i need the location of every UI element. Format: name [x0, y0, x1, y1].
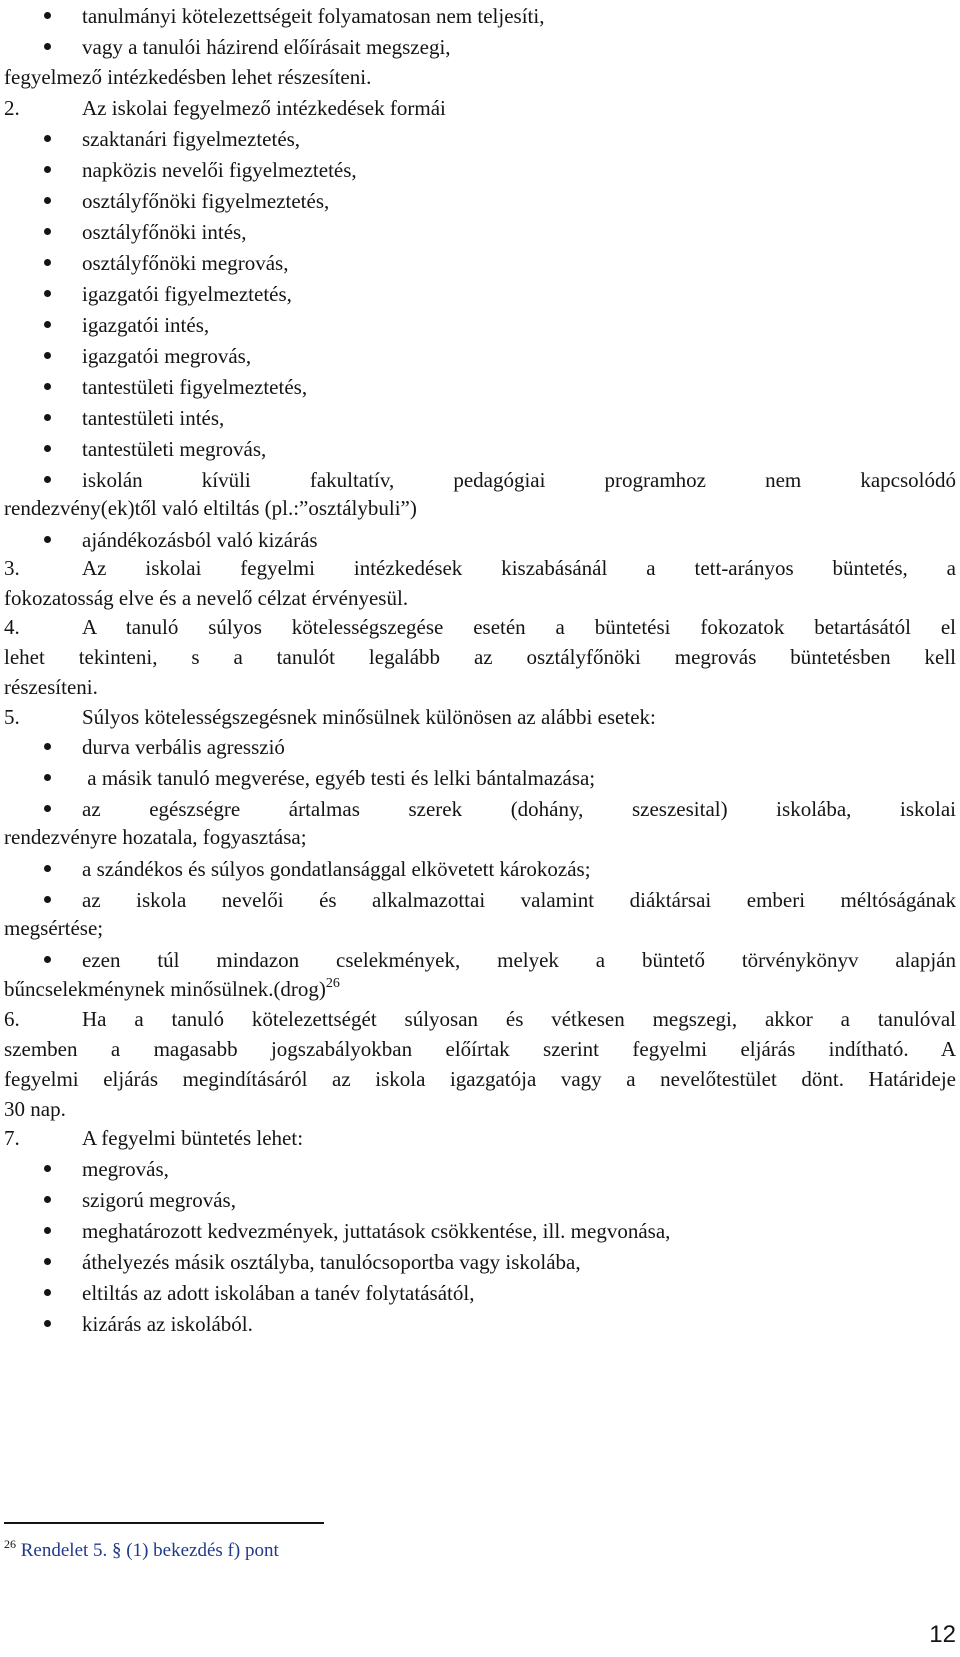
section-number: 4.: [4, 615, 20, 639]
paragraph-line: A tanuló súlyos kötelességszegése esetén a büntetési fokozatok betartásától el: [82, 615, 956, 639]
bullet-icon: [44, 805, 51, 812]
paragraph-line: fegyelmi eljárás megindításáról az iskola igazgatója vagy a nevelőtestület dönt. Határideje: [4, 1067, 956, 1091]
list-item: tantestületi figyelmeztetés,: [0, 371, 960, 402]
bullet-icon: [44, 12, 51, 19]
list-item: iskolán kívüli fakultatív, pedagógiai programhoz nem kapcsolódó: [0, 464, 960, 495]
list-item: meghatározott kedvezmények, juttatások csökkentése, ill. megvonása,: [0, 1215, 960, 1246]
section-number: 7.: [4, 1126, 20, 1150]
section-number: 6.: [4, 1007, 20, 1031]
bullet-icon: [44, 1196, 51, 1203]
list-item: szigorú megrovás,: [0, 1184, 960, 1215]
paragraph-line: bűncselekménynek minősülnek.(drog)$^{26}$: [4, 976, 340, 1001]
footnote-mark: 26: [4, 1537, 16, 1551]
list-item: durva verbális agresszió: [0, 731, 960, 762]
paragraph-line: részesíteni.: [4, 675, 98, 699]
bullet-icon: [44, 476, 51, 483]
list-item: az iskola nevelői és alkalmazottai valamint diáktársai emberi méltóságának: [0, 884, 960, 915]
list-item: megrovás,: [0, 1153, 960, 1184]
section-heading: Az iskolai fegyelmező intézkedések formái: [82, 96, 446, 120]
section-number: 5.: [4, 705, 20, 729]
paragraph-line: fegyelmező intézkedésben lehet részesíteni.: [4, 65, 372, 89]
list-item: ajándékozásból való kizárás: [0, 524, 960, 555]
paragraph-line: megsértése;: [4, 916, 104, 940]
footnote: [4, 1537, 279, 1562]
list-item: igazgatói megrovás,: [0, 340, 960, 371]
bullet-icon: [44, 259, 51, 266]
paragraph-line: rendezvényre hozatala, fogyasztása;: [4, 825, 307, 849]
page-number: 12: [929, 1621, 956, 1648]
section-heading: Súlyos kötelességszegésnek minősülnek különösen az alábbi esetek:: [82, 705, 656, 729]
list-item: tanulmányi kötelezettségeit folyamatosan nem teljesíti,: [0, 0, 960, 31]
bullet-icon: [44, 956, 51, 963]
list-item: igazgatói intés,: [0, 309, 960, 340]
footnote-reference[interactable]: 26: [325, 976, 340, 991]
list-item: osztályfőnöki intés,: [0, 216, 960, 247]
list-item: igazgatói figyelmeztetés,: [0, 278, 960, 309]
section-number: 3.: [4, 556, 20, 580]
bullet-icon: [44, 445, 51, 452]
bullet-icon: [44, 290, 51, 297]
bullet-icon: [44, 865, 51, 872]
list-item: a másik tanuló megverése, egyéb testi és lelki bántalmazása;: [0, 762, 960, 793]
list-item: osztályfőnöki figyelmeztetés,: [0, 185, 960, 216]
list-item: osztályfőnöki megrovás,: [0, 247, 960, 278]
list-item: ezen túl mindazon cselekmények, melyek a büntető törvénykönyv alapján: [0, 944, 960, 975]
paragraph-line: lehet tekinteni, s a tanulót legalább az osztályfőnöki megrovás büntetésben kell: [4, 645, 956, 669]
list-item: áthelyezés másik osztályba, tanulócsoportba vagy iskolába,: [0, 1246, 960, 1277]
bullet-icon: [44, 383, 51, 390]
paragraph-line: szemben a magasabb jogszabályokban előírtak szerint fegyelmi eljárás indítható. A: [4, 1037, 956, 1061]
paragraph-line: fokozatosság elve és a nevelő célzat érvényesül.: [4, 586, 409, 610]
bullet-icon: [44, 1289, 51, 1296]
paragraph-line: rendezvény(ek)től való eltiltás (pl.:”osztálybuli”): [4, 496, 417, 520]
paragraph-line: 30 nap.: [4, 1097, 66, 1121]
list-item: szaktanári figyelmeztetés,: [0, 123, 960, 154]
bullet-icon: [44, 135, 51, 142]
bullet-icon: [44, 414, 51, 421]
bullet-icon: [44, 321, 51, 328]
bullet-icon: [44, 1320, 51, 1327]
list-item: napközis nevelői figyelmeztetés,: [0, 154, 960, 185]
bullet-icon: [44, 536, 51, 543]
bullet-icon: [44, 166, 51, 173]
bullet-icon: [44, 1227, 51, 1234]
section-number: 2.: [4, 96, 20, 120]
paragraph-line: Az iskolai fegyelmi intézkedések kiszabásánál a tett-arányos büntetés, a: [82, 556, 956, 580]
bullet-icon: [44, 197, 51, 204]
list-item: tantestületi megrovás,: [0, 433, 960, 464]
bullet-icon: [44, 1165, 51, 1172]
bullet-icon: [44, 1258, 51, 1265]
bullet-icon: [44, 228, 51, 235]
paragraph-line: Ha a tanuló kötelezettségét súlyosan és vétkesen megszegi, akkor a tanulóval: [82, 1007, 956, 1031]
bullet-icon: [44, 774, 51, 781]
footnote-separator: [4, 1522, 324, 1524]
footnote-text[interactable]: Rendelet 5. § (1) bekezdés f) pont: [20, 1540, 279, 1561]
bullet-icon: [44, 352, 51, 359]
bullet-icon: [44, 896, 51, 903]
list-item: eltiltás az adott iskolában a tanév folytatásától,: [0, 1277, 960, 1308]
list-item: a szándékos és súlyos gondatlansággal elkövetett károkozás;: [0, 853, 960, 884]
list-item: tantestületi intés,: [0, 402, 960, 433]
bullet-icon: [44, 743, 51, 750]
bullet-icon: [44, 43, 51, 50]
list-item: az egészségre ártalmas szerek (dohány, szeszesital) iskolába, iskolai: [0, 793, 960, 824]
list-item: vagy a tanulói házirend előírásait megszegi,: [0, 31, 960, 62]
section-heading: A fegyelmi büntetés lehet:: [82, 1126, 304, 1150]
list-item: kizárás az iskolából.: [0, 1308, 960, 1339]
